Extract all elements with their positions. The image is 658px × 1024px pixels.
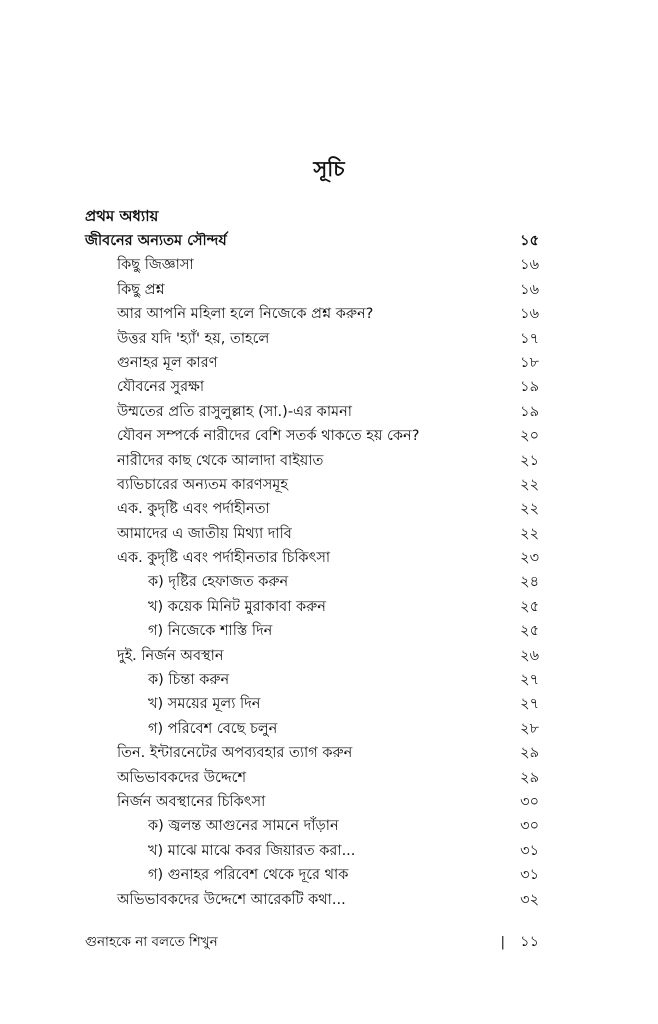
chapter-heading: প্রথম অধ্যায়	[85, 207, 159, 225]
toc-entry	[85, 278, 539, 302]
table-of-contents	[85, 229, 539, 912]
toc-entry-title: কিছু প্রশ্ন	[117, 281, 165, 298]
toc-entry-title: ব্যভিচারের অন্যতম কারণসমূহ	[117, 476, 288, 493]
toc-entry-page: ১৮	[520, 354, 539, 371]
toc-entry-title: গ) গুনাহর পরিবেশ থেকে দূরে থাক	[148, 867, 349, 884]
toc-entry-page: ২৮	[520, 720, 539, 737]
toc-entry	[85, 644, 539, 668]
toc-entry-title: যৌবন সম্পর্কে নারীদের বেশি সতর্ক থাকতে হয় কেন?	[117, 428, 420, 445]
toc-entry	[85, 522, 539, 546]
toc-entry	[85, 790, 539, 814]
toc-entry-page: ২৫	[520, 623, 539, 640]
toc-entry	[85, 619, 539, 643]
toc-entry-page: ১৬	[520, 257, 539, 274]
footer-page-number: ১১	[520, 934, 539, 950]
toc-entry-title: ক) চিন্তা করুন	[148, 672, 230, 689]
toc-entry-title: উত্তর যদি 'হ্যাঁ' হয়, তাহলে	[117, 330, 270, 347]
toc-entry	[85, 839, 539, 863]
toc-entry-title: খ) সময়ের মূল্য দিন	[148, 696, 261, 713]
toc-entry	[85, 229, 539, 253]
toc-entry-page: ১৯	[520, 379, 539, 396]
toc-entry-page: ১৯	[520, 403, 539, 420]
toc-entry-title: আর আপনি মহিলা হলে নিজেকে প্রশ্ন করুন?	[117, 306, 374, 323]
toc-entry	[85, 766, 539, 790]
page-title: সূচি	[313, 157, 345, 181]
toc-entry	[85, 424, 539, 448]
toc-entry-page: ৩০	[520, 793, 539, 810]
toc-entry-page: ২০	[520, 428, 539, 445]
toc-entry	[85, 449, 539, 473]
toc-entry	[85, 692, 539, 716]
toc-entry-page: ৩১	[520, 867, 539, 884]
footer-separator: |	[500, 934, 505, 950]
toc-entry-title: ক) দৃষ্টির হেফাজত করুন	[148, 574, 289, 591]
toc-entry	[85, 570, 539, 594]
toc-entry	[85, 351, 539, 375]
toc-entry	[85, 375, 539, 399]
toc-entry-title: অভিভাবকদের উদ্দেশে আরেকটি কথা...	[117, 891, 346, 908]
toc-entry-title: গ) নিজেকে শাস্তি দিন	[148, 623, 273, 640]
toc-entry-page: ২১	[520, 452, 539, 469]
toc-entry-title: খ) কয়েক মিনিট মুরাকাবা করুন	[148, 598, 326, 615]
toc-entry	[85, 546, 539, 570]
toc-entry-title: এক. কুদৃষ্টি এবং পর্দাহীনতা	[117, 501, 270, 518]
toc-entry	[85, 327, 539, 351]
toc-entry	[85, 814, 539, 838]
toc-entry-page: ২৭	[520, 672, 539, 689]
toc-entry-page: ৩০	[520, 818, 539, 835]
toc-entry-title: নির্জন অবস্থানের চিকিৎসা	[117, 793, 266, 810]
toc-entry-title: দুই. নির্জন অবস্থান	[117, 647, 224, 664]
toc-entry-title: উম্মতের প্রতি রাসুলুল্লাহ (সা.)-এর কামনা	[117, 403, 352, 420]
toc-entry-page: ১৬	[520, 281, 539, 298]
toc-entry	[85, 888, 539, 912]
toc-entry-title: কিছু জিজ্ঞাসা	[117, 257, 194, 274]
toc-entry	[85, 497, 539, 521]
toc-entry-page: ২৭	[520, 696, 539, 713]
toc-entry-page: ১৭	[520, 330, 539, 347]
toc-entry-page: ২২	[520, 525, 539, 542]
toc-entry-title: গ) পরিবেশ বেছে চলুন	[148, 720, 278, 737]
toc-entry	[85, 302, 539, 326]
toc-entry	[85, 863, 539, 887]
toc-entry	[85, 473, 539, 497]
toc-entry	[85, 253, 539, 277]
toc-entry-title: এক. কুদৃষ্টি এবং পর্দাহীনতার চিকিৎসা	[117, 550, 331, 567]
toc-entry-page: ৩২	[520, 891, 539, 908]
toc-entry-title: নারীদের কাছ থেকে আলাদা বাইয়াত	[117, 452, 324, 469]
footer-book-title: গুনাহকে না বলতে শিখুন	[85, 934, 218, 950]
toc-entry-page: ২৪	[520, 574, 539, 591]
toc-entry-title: আমাদের এ জাতীয় মিথ্যা দাবি	[117, 525, 292, 542]
toc-entry-page: ৩১	[520, 842, 539, 859]
toc-entry-title: জীবনের অন্যতম সৌন্দর্য	[85, 233, 227, 249]
toc-entry-page: ২২	[520, 476, 539, 493]
toc-entry-page: ২২	[520, 501, 539, 518]
toc-entry-title: যৌবনের সুরক্ষা	[117, 379, 205, 396]
toc-entry-title: ক) জ্বলন্ত আগুনের সামনে দাঁড়ান	[148, 818, 339, 835]
toc-entry	[85, 668, 539, 692]
toc-entry	[85, 400, 539, 424]
toc-entry-page: ২৯	[520, 769, 539, 786]
page-footer	[85, 930, 539, 954]
toc-entry	[85, 741, 539, 765]
toc-entry	[85, 717, 539, 741]
toc-entry-page: ২৫	[520, 598, 539, 615]
toc-entry-page: ১৬	[520, 306, 539, 323]
toc-entry-page: ১৫	[520, 233, 539, 249]
toc-entry-page: ২৯	[520, 745, 539, 762]
toc-entry	[85, 595, 539, 619]
toc-entry-title: গুনাহর মূল কারণ	[117, 354, 218, 371]
toc-entry-title: খ) মাঝে মাঝে কবর জিয়ারত করা...	[148, 842, 356, 859]
toc-entry-page: ২৬	[520, 647, 539, 664]
toc-entry-title: তিন. ইন্টারনেটের অপব্যবহার ত্যাগ করুন	[117, 745, 353, 762]
toc-entry-page: ২৩	[520, 550, 539, 567]
toc-entry-title: অভিভাবকদের উদ্দেশে	[117, 769, 247, 786]
